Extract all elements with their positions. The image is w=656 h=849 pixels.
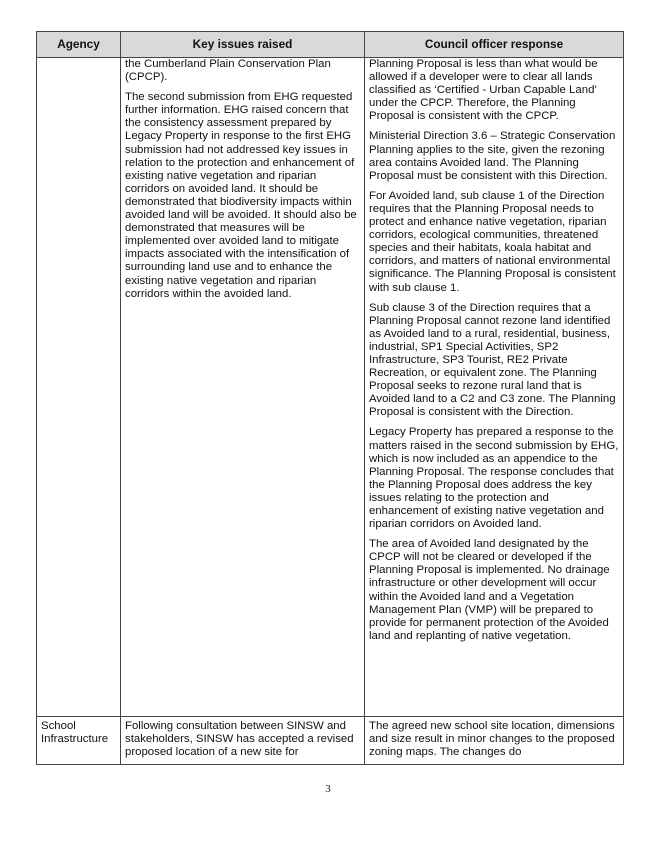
issues-paragraph: The second submission from EHG requested further information. EHG raised concern that the consistency assessment prepared by Legacy Property in response to the first EHG submission had not addressed key issues in relation to the protection and enhancement of existing native vegetation and riparian corridors on avoided land. It should be demonstrated that biodiversity impacts within avoided land will be avoided. It should also be demonstrated that measures will be implemented over avoided land to mitigate impacts associated with the intensification of surrounding land use and to enhance the existing native vegetation and riparian corridors within the avoided land. — [125, 91, 357, 300]
issues-cell: Following consultation between SINSW and stakeholders, SINSW has accepted a revised proposed location of a new site for — [121, 717, 365, 765]
response-cell: The agreed new school site location, dimensions and size result in minor changes to the proposed zoning maps. The changes do — [365, 717, 624, 765]
table-row — [37, 58, 624, 717]
issues-paragraph: the Cumberland Plain Conservation Plan (CPCP). — [125, 58, 331, 84]
response-cell — [365, 58, 624, 717]
submissions-table — [36, 31, 624, 765]
response-paragraph: The area of Avoided land designated by the CPCP will not be cleared or developed if the Planning Proposal is implemented. No drainage infrastructure or other development will occur within the Avoided land and a Vegetation Management Plan (VMP) will be prepared to provide for permanent protection of the Avoided land and replanting of native vegetation. — [369, 538, 610, 642]
table-row — [37, 717, 624, 765]
issues-cell — [121, 58, 365, 717]
agency-cell — [37, 58, 121, 717]
response-paragraph: Legacy Property has prepared a response to the matters raised in the second submission by EHG, which is now included as an appendice to the Planning Proposal. The response concludes that the Planning Proposal does address the key issues relating to the protection and enhancement of existing native vegetation and riparian corridors on Avoided land. — [369, 426, 619, 531]
agency-cell: School Infrastructure — [37, 717, 121, 765]
header-council-response: Council officer response — [365, 32, 624, 58]
page-number: 3 — [325, 783, 331, 795]
response-paragraph: Planning Proposal is less than what would be allowed if a developer were to clear all lands classified as ‘Certified - Urban Capable Land’ under the CPCP. Therefore, the Planning Proposal is consistent with the CPCP. — [369, 58, 598, 123]
header-key-issues: Key issues raised — [121, 32, 365, 58]
response-paragraph: Sub clause 3 of the Direction requires that a Planning Proposal cannot rezone land identified as Avoided land to a rural, residential, business, industrial, SP1 Special Activities, SP2 Infrastructure, SP3 Tourist, RE2 Private Recreation, or equivalent zone. The Planning Proposal seeks to rezone rural land that is Avoided land to a C2 and C3 zone. The Planning Proposal is consistent with the Direction. — [369, 301, 616, 419]
table-header-row — [37, 32, 624, 58]
header-agency: Agency — [37, 32, 121, 58]
response-paragraph: For Avoided land, sub clause 1 of the Direction requires that the Planning Proposal needs to protect and enhance native vegetation, riparian corridors, ecological communities, threatened species and their habitats, koala habitat and corridors, and matters of national environmental significance. The Planning Proposal is consistent with sub clause 1. — [369, 189, 616, 294]
response-paragraph: Ministerial Direction 3.6 – Strategic Conservation Planning applies to the site, given the rezoning area contains Avoided land. The Planning Proposal must be consistent with this Direction. — [369, 130, 616, 182]
